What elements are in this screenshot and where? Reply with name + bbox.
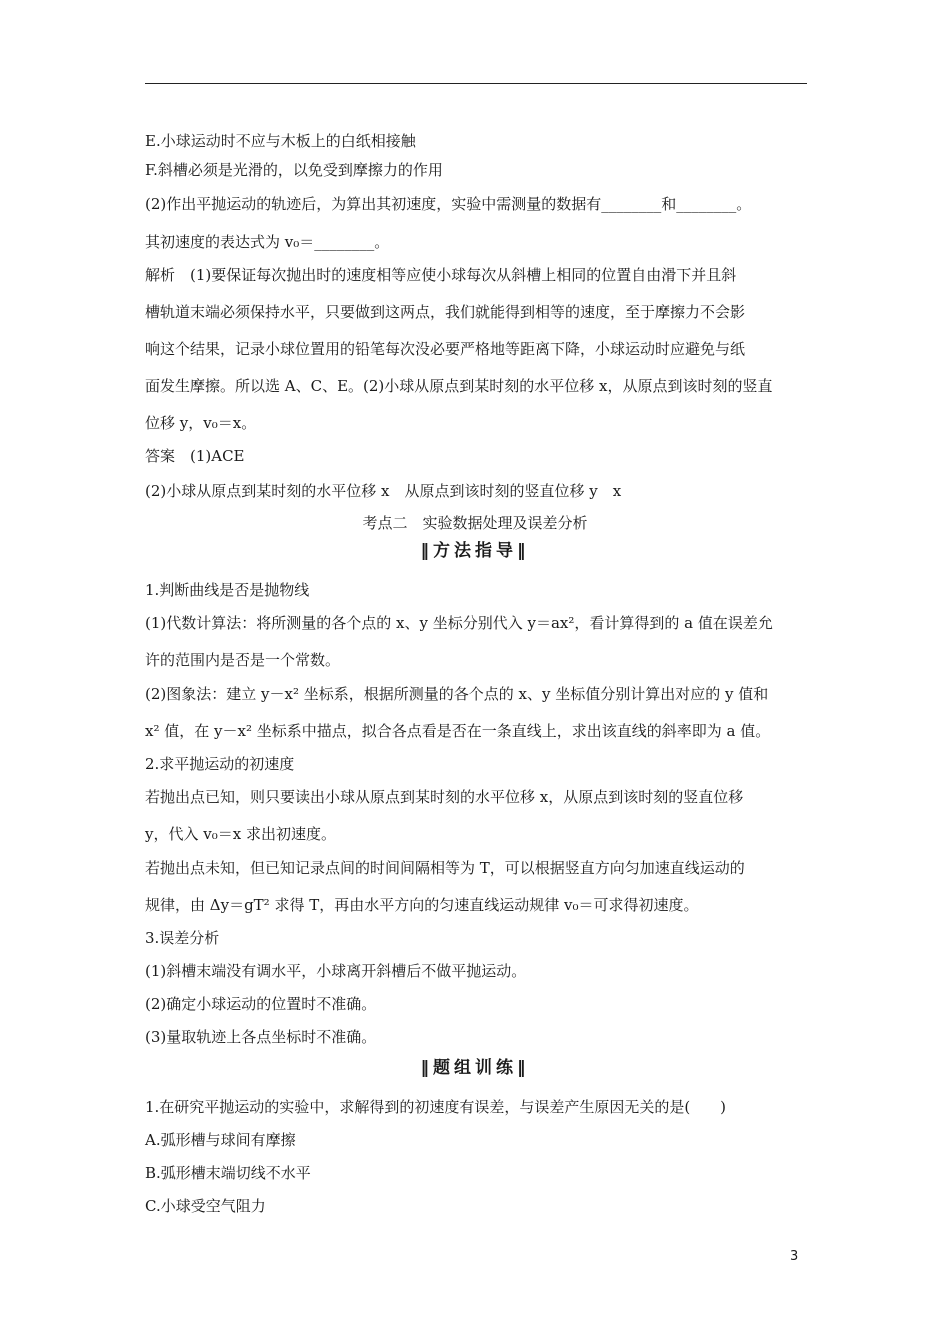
- practice-question-1: 1.在研究平抛运动的实验中，求解得到的初速度有误差，与误差产生原因无关的是( ): [145, 1098, 727, 1116]
- topic-2-para-1-line-1: 若抛出点已知，则只要读出小球从原点到某时刻的水平位移 x，从原点到该时刻的竖直位移: [145, 788, 744, 806]
- topic-2-para-1-line-2: y，代入 v₀＝x 求出初速度。: [145, 825, 336, 843]
- analysis-line-2: 槽轨道末端必须保持水平，只要做到这两点，我们就能得到相等的速度，至于摩擦力不会影: [145, 303, 746, 321]
- analysis-line-4: 面发生摩擦。所以选 A、C、E。(2)小球从原点到某时刻的水平位移 x，从原点到该时刻的竖直: [145, 377, 773, 395]
- section-title: 考点二 实验数据处理及误差分析: [362, 514, 588, 532]
- method-guide-heading: ‖方法指导‖: [420, 541, 530, 561]
- topic-3-title: 3.误差分析: [145, 929, 220, 947]
- practice-option-b: B.弧形槽末端切线不水平: [145, 1164, 311, 1182]
- analysis-line-3: 响这个结果，记录小球位置用的铅笔每次没必要严格地等距离下降，小球运动时应避免与纸: [145, 340, 746, 358]
- topic-1-title: 1.判断曲线是否是抛物线: [145, 581, 310, 599]
- topic-3-item-1: (1)斜槽末端没有调水平，小球离开斜槽后不做平抛运动。: [145, 962, 527, 980]
- page-number: 3: [790, 1249, 799, 1264]
- option-f: F.斜槽必须是光滑的，以免受到摩擦力的作用: [145, 161, 443, 179]
- topic-1-item-2-line-1: (2)图象法：建立 y－x² 坐标系，根据所测量的各个点的 x、y 坐标值分别计算出对应的 y 值和: [145, 685, 769, 703]
- answer-line-1: 答案 (1)ACE: [145, 447, 245, 465]
- option-e: E.小球运动时不应与木板上的白纸相接触: [145, 132, 416, 150]
- topic-2-para-2-line-2: 规律，由 Δy＝gT² 求得 T，再由水平方向的匀速直线运动规律 v₀＝可求得初速度。: [145, 896, 699, 914]
- header-rule: [145, 83, 807, 84]
- answer-line-2: (2)小球从原点到某时刻的水平位移 x 从原点到该时刻的竖直位移 y x: [145, 482, 622, 500]
- topic-1-item-2-line-2: x² 值，在 y－x² 坐标系中描点，拟合各点看是否在一条直线上，求出该直线的斜率即为 a 值。: [145, 722, 771, 740]
- analysis-line-1: 解析 (1)要保证每次抛出时的速度相等应使小球每次从斜槽上相同的位置自由滑下并且斜: [145, 266, 737, 284]
- topic-2-title: 2.求平抛运动的初速度: [145, 755, 295, 773]
- topic-3-item-2: (2)确定小球运动的位置时不准确。: [145, 995, 377, 1013]
- topic-1-item-1-line-2: 许的范围内是否是一个常数。: [145, 651, 341, 669]
- practice-heading: ‖题组训练‖: [420, 1058, 530, 1078]
- topic-1-item-1-line-1: (1)代数计算法：将所测量的各个点的 x、y 坐标分别代入 y＝ax²，看计算得到的 a 值在误差允: [145, 614, 773, 632]
- practice-option-c: C.小球受空气阻力: [145, 1197, 266, 1215]
- topic-2-para-2-line-1: 若抛出点未知，但已知记录点间的时间间隔相等为 T，可以根据竖直方向匀加速直线运动的: [145, 859, 745, 877]
- analysis-line-5: 位移 y，v₀＝x。: [145, 414, 257, 432]
- question-part-2-formula: 其初速度的表达式为 v₀＝________。: [145, 233, 390, 251]
- topic-3-item-3: (3)量取轨迹上各点坐标时不准确。: [145, 1028, 377, 1046]
- practice-option-a: A.弧形槽与球间有摩擦: [145, 1131, 296, 1149]
- question-part-2: (2)作出平抛运动的轨迹后，为算出其初速度，实验中需测量的数据有________和________。: [145, 195, 752, 213]
